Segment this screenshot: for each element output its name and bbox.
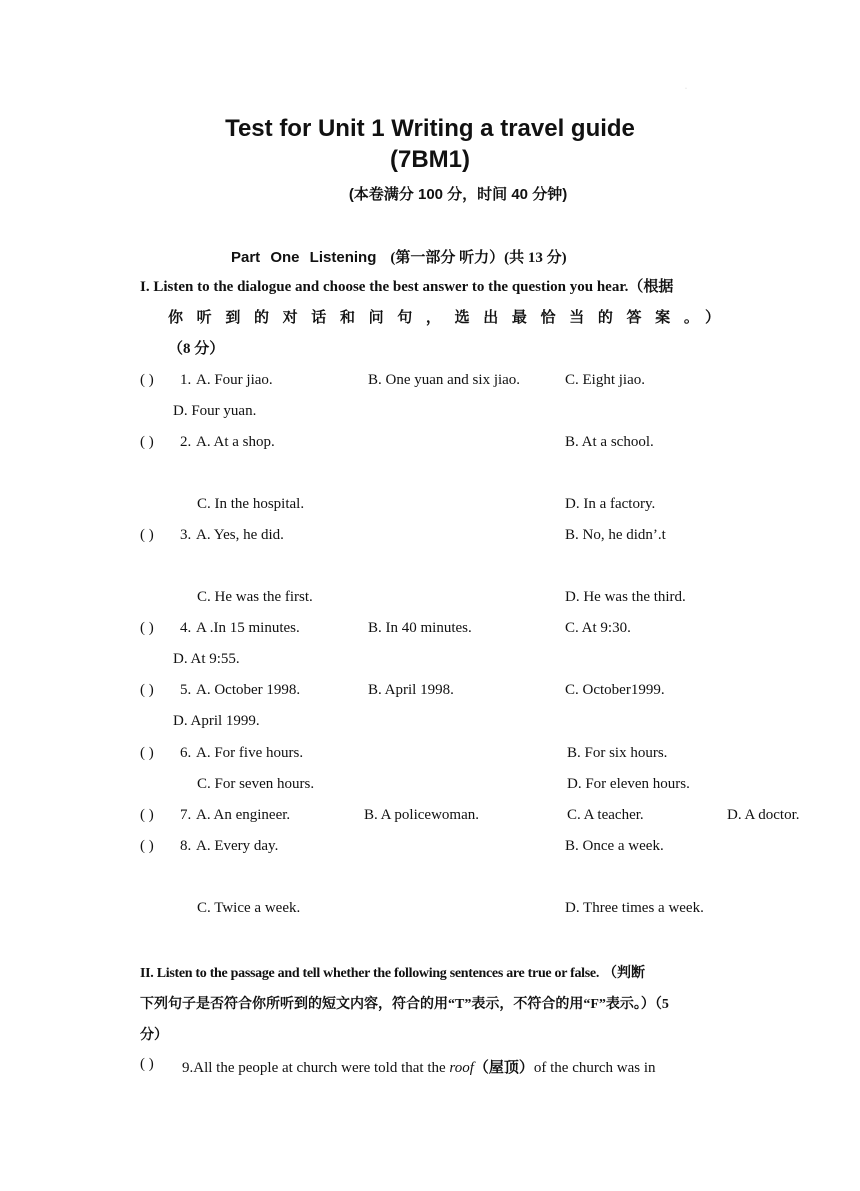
option-c: C. He was the first. <box>197 589 313 605</box>
section2-instruction-en: II. Listen to the passage and tell whether the following sentences are true or false. <box>140 966 600 981</box>
option-a: A. Four jiao. <box>196 372 273 388</box>
part-heading-en: Part One Listening <box>231 249 377 266</box>
option-a: A .In 15 minutes. <box>196 620 300 636</box>
option-c: C. In the hospital. <box>197 496 305 512</box>
option-c: C. Eight jiao. <box>565 372 645 388</box>
question-9 <box>182 1056 656 1077</box>
option-b: B. A policewoman. <box>364 807 479 823</box>
option-a: A. October 1998. <box>196 682 301 698</box>
page-title: Test for Unit 1 Writing a travel guide <box>225 115 635 142</box>
option-c: C. At 9:30. <box>565 620 631 636</box>
option-b: B. For six hours. <box>567 745 668 761</box>
option-b: B. Once a week. <box>565 838 664 854</box>
answer-bracket[interactable]: ( ) <box>140 682 154 698</box>
question-number: 7. <box>180 807 192 823</box>
option-d: D. A doctor. <box>727 807 800 823</box>
option-b: B. At a school. <box>565 434 654 450</box>
option-b: B. No, he didn’.t <box>565 527 666 543</box>
answer-bracket[interactable]: ( ) <box>140 372 154 388</box>
page-mark: · <box>685 86 687 92</box>
question-number: 5. <box>180 682 192 698</box>
question-number: 2. <box>180 434 192 450</box>
option-d: D. In a factory. <box>565 496 656 512</box>
section1-instruction-cn: 你听到的对话和问句，选出最恰当的答案。） <box>168 310 720 326</box>
answer-bracket[interactable]: ( ) <box>140 527 154 543</box>
part-heading-cn: (第一部分 听力）(共 13 分) <box>390 250 567 266</box>
answer-bracket[interactable]: ( ) <box>140 620 154 636</box>
option-c: C. For seven hours. <box>197 776 315 792</box>
answer-bracket[interactable]: ( ) <box>140 838 154 854</box>
section2-instruction-cn-3: 分） <box>140 1028 168 1043</box>
option-c: C. Twice a week. <box>197 900 301 916</box>
answer-bracket[interactable]: ( ) <box>140 807 154 823</box>
question-9-italic-word: roof <box>449 1060 474 1076</box>
option-d: D. Three times a week. <box>565 900 704 916</box>
section1-instruction-en: I. Listen to the dialogue and choose the best answer to the question you hear.（根据 <box>140 279 674 295</box>
section1-score: （8 分） <box>168 341 225 357</box>
question-9-text-start: 9.All the people at church were told that the <box>182 1060 446 1076</box>
option-d: D. Four yuan. <box>173 403 257 419</box>
section2-instruction <box>140 962 645 982</box>
option-a: A. An engineer. <box>196 807 291 823</box>
part-heading <box>231 246 567 267</box>
option-a: A. Yes, he did. <box>196 527 284 543</box>
answer-bracket[interactable]: ( ) <box>140 1056 154 1072</box>
section1-instruction <box>140 272 720 365</box>
option-a: A. For five hours. <box>196 745 304 761</box>
question-9-cn-gloss: （屋顶） <box>473 1060 534 1076</box>
option-d: D. He was the third. <box>565 589 686 605</box>
option-c: C. October1999. <box>565 682 665 698</box>
section2-instruction-cn-1: （判断 <box>603 966 646 981</box>
option-d: D. At 9:55. <box>173 651 240 667</box>
page-title-code: (7BM1) <box>389 146 470 173</box>
question-number: 3. <box>180 527 192 543</box>
option-b: B. In 40 minutes. <box>368 620 472 636</box>
section2-instruction-cn-2: 下列句子是否符合你所听到的短文内容，符合的用“T”表示，不符合的用“F”表示。）（5 <box>140 997 669 1012</box>
option-c: C. A teacher. <box>567 807 644 823</box>
option-b: B. April 1998. <box>368 682 454 698</box>
answer-bracket[interactable]: ( ) <box>140 434 154 450</box>
question-number: 6. <box>180 745 192 761</box>
question-number: 1. <box>180 372 192 388</box>
option-b: B. One yuan and six jiao. <box>368 372 521 388</box>
question-number: 4. <box>180 620 192 636</box>
option-d: D. April 1999. <box>173 713 260 729</box>
option-a: A. Every day. <box>196 838 279 854</box>
question-number: 8. <box>180 838 192 854</box>
page-subtitle: (本卷满分 100 分，时间 40 分钟) <box>348 186 568 203</box>
question-9-text-end: of the church was in <box>533 1060 656 1076</box>
option-d: D. For eleven hours. <box>567 776 690 792</box>
option-a: A. At a shop. <box>196 434 275 450</box>
answer-bracket[interactable]: ( ) <box>140 745 154 761</box>
